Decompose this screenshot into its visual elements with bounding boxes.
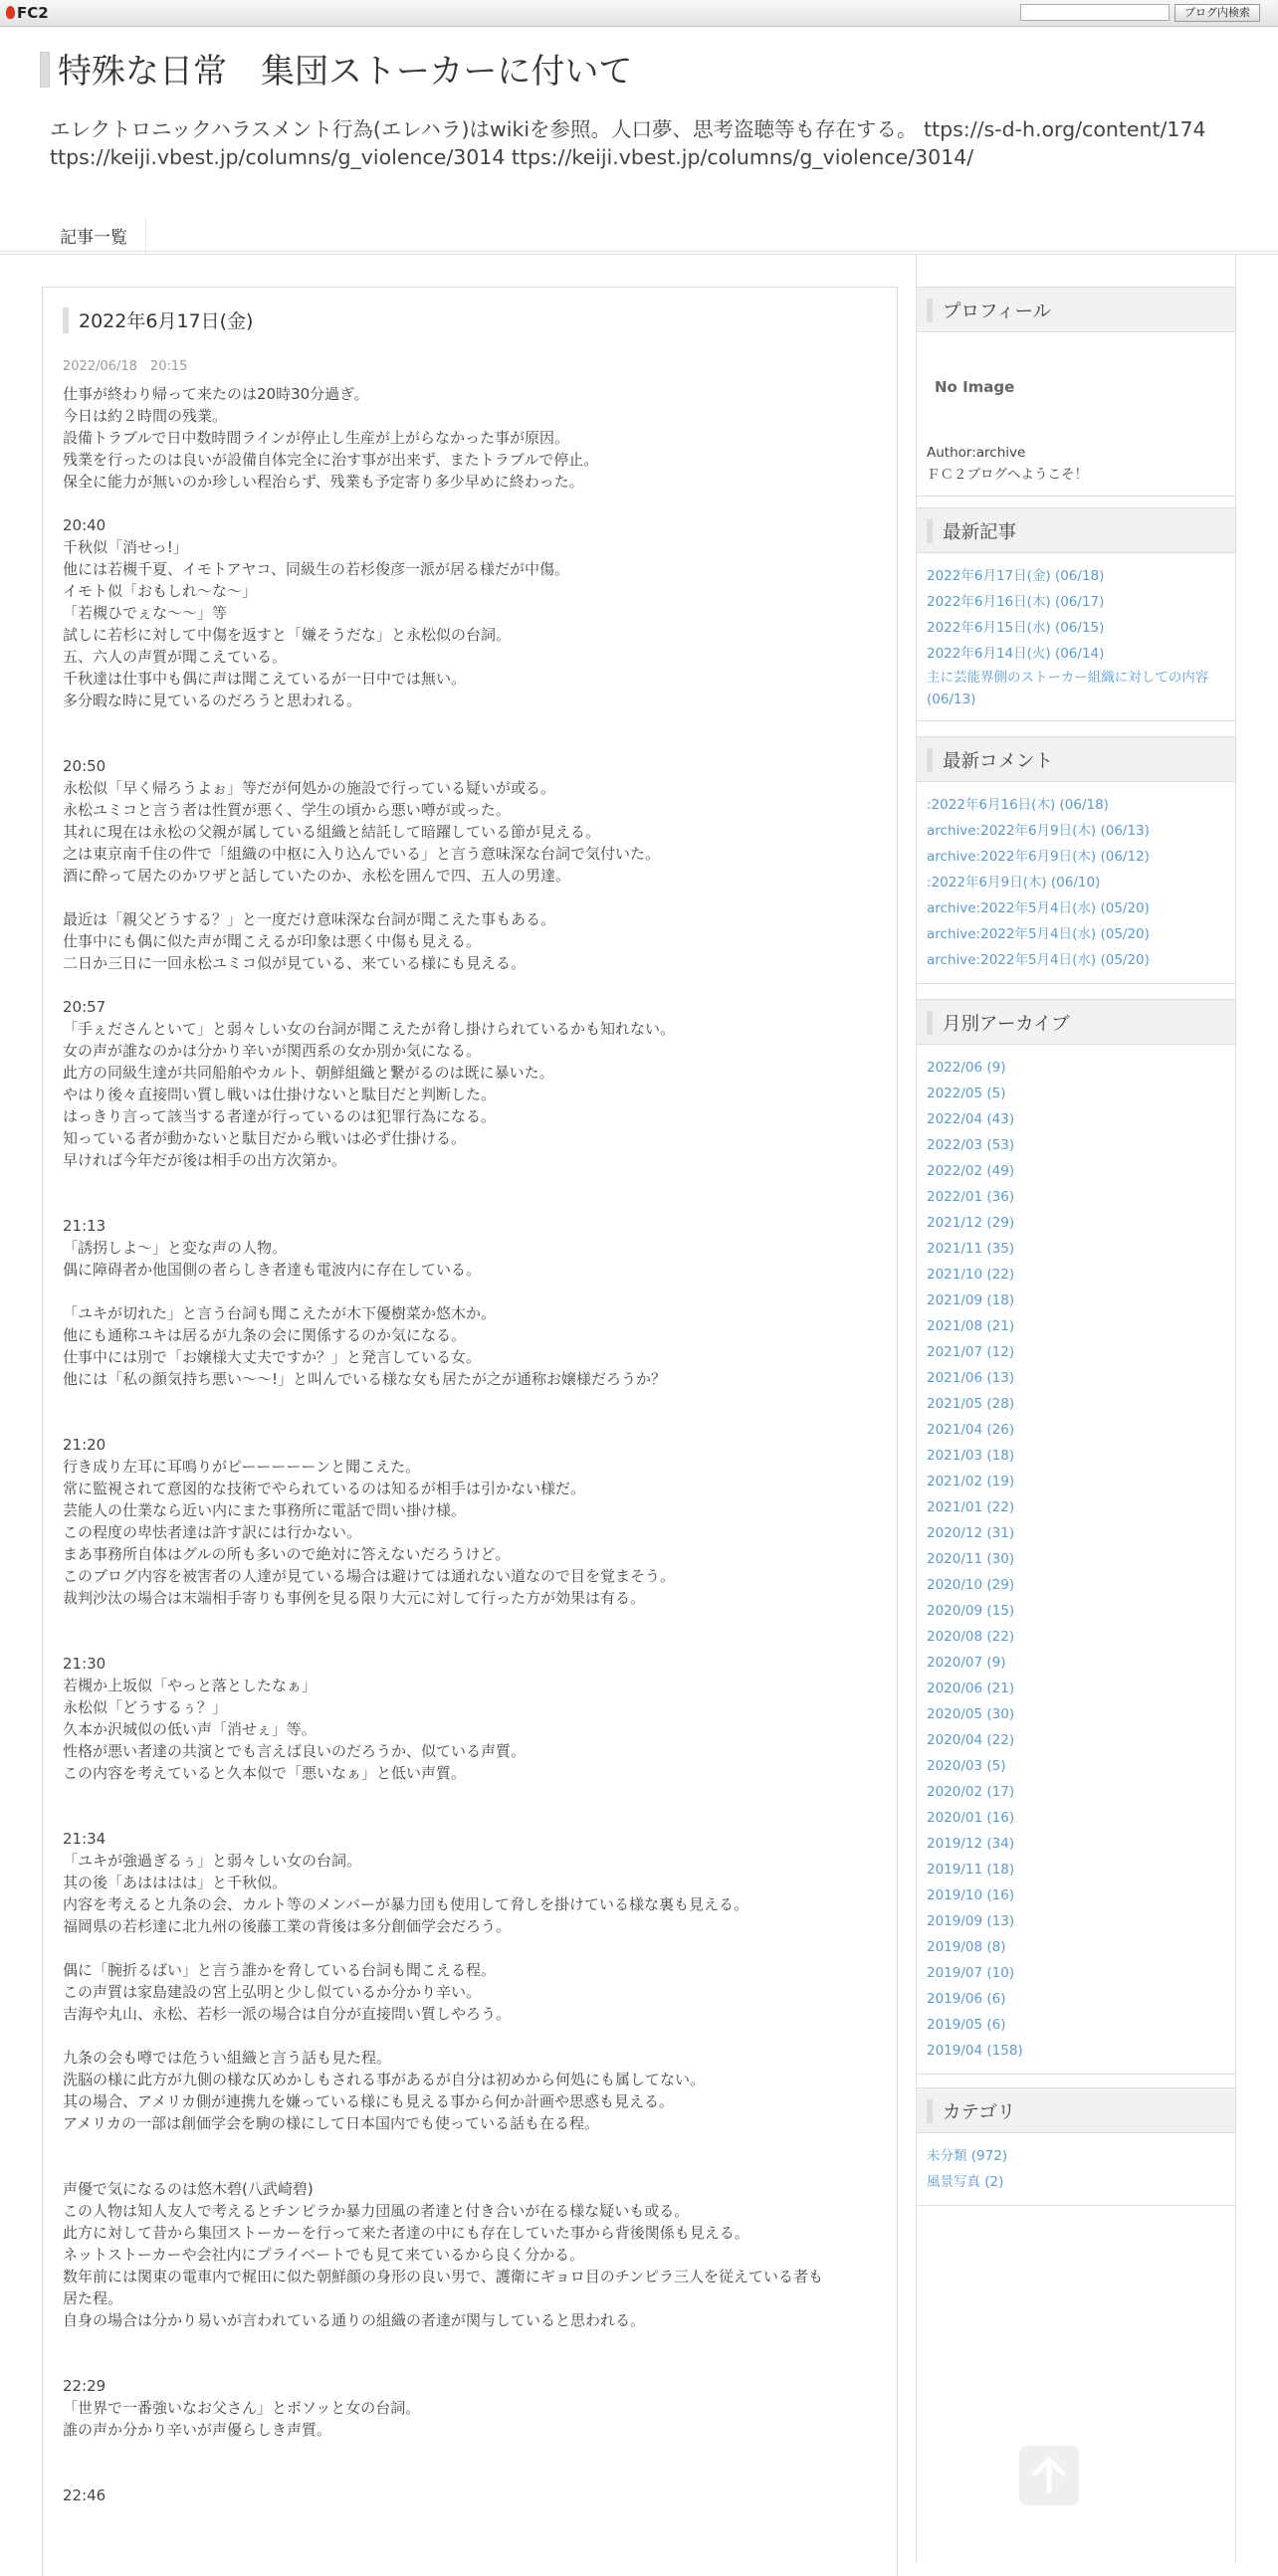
recent-posts-heading: 最新記事 — [917, 507, 1235, 553]
archive-month-link[interactable]: 2020/06 (21) — [927, 1681, 1015, 1696]
post-text-line: 此方の同級生達が共同船舶やカルト、朝鮮組織と繋がるのは既に暴いた。 — [63, 1064, 554, 1082]
post-text-line: 「世界で一番強いなお父さん」とボソッと女の台詞。 — [63, 2399, 421, 2417]
post-text-line: 偶に「腕折るばい」と言う誰かを脅している台詞も聞こえる程。 — [63, 1961, 497, 1979]
archive-month-link[interactable]: 2020/07 (9) — [927, 1655, 1006, 1671]
post-text-line: 20:50 — [63, 757, 106, 775]
post-text-line: 性格が悪い者達の共演とでも言えば良いのだろうか、似ている声質。 — [63, 1742, 527, 1760]
post-text-line: 洗脳の様に此方が九側の様な仄めかしもされる事があるが自分は初めから何処にも属してない。 — [63, 2071, 706, 2088]
global-nav — [0, 211, 1278, 255]
post-text-line: 永松似「どうするぅ？」 — [63, 1698, 228, 1716]
recent-comments-plugin — [917, 736, 1235, 984]
post-text-line: 千秋似「消せっ!」 — [63, 538, 188, 556]
archive-month-link[interactable]: 2021/03 (18) — [927, 1448, 1015, 1464]
archive-month-link[interactable]: 2019/07 (10) — [927, 1965, 1015, 1981]
archive-month-link[interactable]: 2022/01 (36) — [927, 1189, 1015, 1205]
recent-post-link[interactable]: 2022年6月15日(水) (06/15) — [927, 620, 1105, 636]
post-text-line: 福岡県の若杉達に北九州の後藤工業の背後は多分創価学会だろう。 — [63, 1917, 512, 1935]
post-text-line: 「手ぇださんといて」と弱々しい女の台詞が聞こえたが脅し掛けられているかも知れない。 — [63, 1020, 676, 1038]
archive-month-link[interactable]: 2020/03 (5) — [927, 1758, 1006, 1774]
blog-title[interactable]: 特殊な日常 集団ストーカーに付いて — [40, 50, 632, 94]
post-text-line: 21:30 — [63, 1655, 106, 1673]
post-text-line: 其れに現在は永松の父親が属している組織と結託して暗躍している節が見える。 — [63, 823, 601, 841]
archive-month-link[interactable]: 2020/01 (16) — [927, 1810, 1015, 1826]
post-text-line: 内容を考えると九条の会、カルト等のメンバーが暴力団も使用して脅しを掛けている様な裏も見える。 — [63, 1895, 748, 1913]
post-text-line: 最近は「親父どうする？」と一度だけ意味深な台詞が聞こえた事もある。 — [63, 910, 556, 928]
heading-bar — [927, 298, 933, 322]
post-text-line: 声優で気になるのは悠木碧(八武崎碧) — [63, 2180, 314, 2198]
paragraph-spacer — [63, 887, 889, 908]
post-text-line: イモト似「おもしれ～な～」 — [63, 582, 258, 600]
post-text-line: 吉海や丸山、永松、若杉一派の場合は自分が直接問い質しやろう。 — [63, 2005, 512, 2023]
archive-month-link[interactable]: 2021/11 (35) — [927, 1241, 1015, 1257]
archive-month-link[interactable]: 2019/06 (6) — [927, 1991, 1006, 2007]
post-text-line: 「ユキが強過ぎるぅ」と弱々しい女の台詞。 — [63, 1852, 362, 1870]
paragraph-spacer — [63, 2134, 889, 2178]
post-text-line: 今日は約２時間の残業。 — [63, 407, 228, 425]
fc2-logo-icon — [6, 6, 15, 19]
blog-search-button[interactable]: ブログ内検索 — [1174, 4, 1260, 22]
post-body — [63, 383, 889, 2506]
heading-bar — [927, 748, 933, 772]
recent-posts-plugin — [917, 507, 1235, 721]
recent-comment-link[interactable]: archive:2022年5月4日(水) (05/20) — [927, 952, 1150, 968]
arrow-up-icon — [1031, 2456, 1067, 2495]
recent-comments-heading: 最新コメント — [917, 736, 1235, 782]
post-text-line: この人物は知人友人で考えるとチンピラか暴力団風の者達と付き合いが在る様な疑いも或る。 — [63, 2202, 690, 2220]
archive-month-link[interactable]: 2021/02 (19) — [927, 1474, 1015, 1489]
post-text-line: やはり後々直接問い質し戦いは仕掛けないと駄目だと判断した。 — [63, 1086, 497, 1103]
blog-description: エレクトロニックハラスメント行為(エレハラ)はwikiを参照。人口夢、思考盗聴等も存在する。 ttps://s-d-h.org/content/174 ttps://keiji.vbest.jp/columns/g_violence/3014 ttps://keiji.vbest.jp/columns/g_violence/3014/ — [50, 117, 1206, 169]
profile-author: Author:archive — [927, 445, 1026, 461]
post-text-line: 20:40 — [63, 516, 106, 534]
heading-bar — [927, 1011, 933, 1035]
recent-post-link[interactable]: 2022年6月17日(金) (06/18) — [927, 568, 1105, 584]
category-link[interactable]: 風景写真 (2) — [927, 2174, 1004, 2190]
paragraph-spacer — [63, 1390, 889, 1434]
profile-greeting: ＦＣ２ブログへようこそ！ — [927, 467, 1088, 483]
fc2-toolbar — [0, 0, 1278, 27]
archive-month-link[interactable]: 2020/10 (29) — [927, 1577, 1015, 1593]
paragraph-spacer — [63, 1281, 889, 1302]
post-text-line: 居た程。 — [63, 2289, 123, 2307]
archive-month-link[interactable]: 2021/07 (12) — [927, 1344, 1015, 1360]
post-text-line: 他には「私の顔気持ち悪い～～!」と叫んでいる様な女も居たが之が通称お嬢様だろうか？ — [63, 1370, 667, 1388]
archive-month-link[interactable]: 2022/06 (9) — [927, 1060, 1006, 1076]
post-text-line: ネットストーカーや会社内にプライベートでも見て来ているから良く分かる。 — [63, 2246, 585, 2264]
heading-bar — [927, 519, 933, 543]
post-text-line: 仕事が終わり帰って来たのは20時30分過ぎ。 — [63, 385, 369, 403]
profile-plugin — [917, 287, 1235, 496]
archive-month-link[interactable]: 2019/09 (13) — [927, 1913, 1015, 1929]
post-text-line: この程度の卑怯者達は許す訳には行かない。 — [63, 1523, 362, 1541]
archive-month-link[interactable]: 2021/06 (13) — [927, 1370, 1015, 1386]
post-text-line: 芸能人の仕業なら近い内にまた事務所に電話で問い掛け様。 — [63, 1501, 467, 1519]
post-text-line: 裁判沙汰の場合は末端相手寄りも事例を見る限り大元に対して行った方が効果は有る。 — [63, 1589, 646, 1607]
post-text-line: 数年前には関東の電車内で梶田に似た朝鮮顔の身形の良い男で、護衛にギョロ目のチンピラ三人を従えている者も — [63, 2268, 823, 2285]
profile-heading: プロフィール — [917, 287, 1235, 332]
recent-comment-link[interactable]: :2022年6月16日(木) (06/18) — [927, 797, 1109, 813]
post-text-line: 之は東京南千住の件で「組織の中枢に入り込んでいる」と言う意味深な台詞で気付いた。 — [63, 845, 661, 863]
paragraph-spacer — [63, 1784, 889, 1828]
post-text-line: 永松似「早く帰ろうよぉ」等だが何処かの施設で行っている疑いが或る。 — [63, 779, 556, 797]
archive-month-link[interactable]: 2019/12 (34) — [927, 1836, 1015, 1852]
post-text-line: 22:46 — [63, 2486, 106, 2504]
post-text-line: 他には若槻千夏、イモトアヤコ、同級生の若杉俊彦一派が居る様だが中傷。 — [63, 560, 569, 578]
post-text-line: 偶に障碍者か他国側の者らしき者達も電波内に存在している。 — [63, 1261, 482, 1279]
categories-heading: カテゴリ — [917, 2087, 1235, 2133]
post-text-line: まあ事務所自体はグルの所も多いので絶対に答えないだろうけど。 — [63, 1545, 511, 1563]
title-bar-decoration — [40, 52, 50, 88]
post-text-line: 多分暇な時に見ているのだろうと思われる。 — [63, 692, 362, 709]
paragraph-spacer — [63, 2025, 889, 2047]
post-text-line: 千秋達は仕事中も偶に声は聞こえているが一日中では無い。 — [63, 670, 467, 688]
archive-month-link[interactable]: 2020/11 (30) — [927, 1551, 1015, 1567]
post-text-line: 保全に能力が無いのか珍しい程治らず、残業も予定寄り多少早めに終わった。 — [63, 473, 584, 491]
archive-month-link[interactable]: 2020/08 (22) — [927, 1629, 1015, 1645]
recent-comment-link[interactable]: archive:2022年5月4日(水) (05/20) — [927, 926, 1150, 942]
archive-month-link[interactable]: 2022/03 (53) — [927, 1137, 1015, 1153]
post-text-line: 自身の場合は分かり易いが言われている通りの組織の者達が関与していると思われる。 — [63, 2311, 646, 2329]
post-text-line: 残業を行ったのは良いが設備自体完全に治す事が出来ず、またトラブルで停止。 — [63, 451, 599, 469]
post-text-line: 常に監視されて意図的な技術でやられているのは知るが相手は引かない様だ。 — [63, 1480, 586, 1497]
post-text-line: 五、六人の声質が聞こえている。 — [63, 648, 288, 666]
post-text-line: 設備トラブルで日中数時間ラインが停止し生産が上がらなかった事が原因。 — [63, 429, 569, 447]
archives-plugin — [917, 999, 1235, 2075]
archive-month-link[interactable]: 2020/09 (15) — [927, 1603, 1015, 1619]
post-text-line: 21:34 — [63, 1830, 106, 1848]
recent-comment-link[interactable]: :2022年6月9日(木) (06/10) — [927, 875, 1101, 891]
profile-avatar-placeholder: No Image — [935, 378, 1015, 396]
post-text-line: 仕事中には別で「お嬢様大丈夫ですか？」と発言している女。 — [63, 1348, 482, 1366]
recent-post-link[interactable]: 主に芸能界側のストーカー組織に対しての内容 (06/13) — [927, 670, 1209, 707]
recent-post-link[interactable]: 2022年6月16日(木) (06/17) — [927, 594, 1105, 610]
scroll-to-top-button[interactable] — [1019, 2446, 1079, 2505]
post-text-line: 「ユキが切れた」と言う台詞も聞こえたが木下優樹菜か悠木か。 — [63, 1304, 497, 1322]
post-text-line: 其の後「あはははは」と千秋似。 — [63, 1874, 288, 1891]
post-text-line: 誰の声か分かり辛いが声優らしき声質。 — [63, 2421, 332, 2439]
post-title-bar — [63, 307, 69, 333]
category-link[interactable]: 未分類 (972) — [927, 2148, 1008, 2164]
post-text-line: 其の場合、アメリカ側が連携九を嫌っている様にも見える事から何か計画や思惑も見える。 — [63, 2092, 674, 2110]
archive-month-link[interactable]: 2019/05 (6) — [927, 2017, 1006, 2033]
archive-month-link[interactable]: 2019/10 (16) — [927, 1887, 1015, 1903]
paragraph-spacer — [63, 711, 889, 755]
post-text-line: 二日か三日に一回永松ユミコ似が見ている、来ている様にも見える。 — [63, 954, 527, 972]
post-text-line: はっきり言って該当する者達が行っているのは犯罪行為になる。 — [63, 1107, 497, 1125]
post-text-line: 試しに若杉に対して中傷を返すと「嫌そうだな」と永松似の台詞。 — [63, 626, 512, 644]
archive-month-link[interactable]: 2022/02 (49) — [927, 1163, 1015, 1179]
blog-search-input[interactable] — [1020, 4, 1170, 21]
post-title[interactable]: 2022年6月17日(金) — [63, 307, 253, 335]
fc2-logo[interactable]: FC2 — [6, 4, 49, 22]
archive-month-link[interactable]: 2021/05 (28) — [927, 1396, 1015, 1412]
post-text-line: 此方に対して昔から集団ストーカーを行って来た者達の中にも存在していた事から背後関係も見える。 — [63, 2224, 749, 2242]
post-text-line: この内容を考えていると久本似で「悪いなぁ」と低い声質。 — [63, 1764, 467, 1782]
post-text-line: 知っている者が動かないと駄目だから戦いは必ず仕掛ける。 — [63, 1129, 467, 1147]
archive-month-link[interactable]: 2019/04 (158) — [927, 2043, 1023, 2059]
post-text-line: 久本か沢城似の低い声「消せぇ」等。 — [63, 1720, 317, 1738]
post-text-line: 22:29 — [63, 2377, 106, 2395]
archive-month-link[interactable]: 2019/11 (18) — [927, 1862, 1015, 1878]
post-date: 2022/06/18 20:15 — [63, 359, 188, 374]
archive-month-link[interactable]: 2021/12 (29) — [927, 1215, 1015, 1231]
post-text-line: 九条の会も噂では危うい組織と言う話も見た程。 — [63, 2049, 392, 2067]
nav-item-article-list[interactable]: 記事一覧 — [42, 217, 146, 254]
archives-heading: 月別アーカイブ — [917, 999, 1235, 1045]
archive-month-link[interactable]: 2020/05 (30) — [927, 1706, 1015, 1722]
heading-bar — [927, 2099, 933, 2123]
post-text-line: アメリカの一部は創価学会を駒の様にして日本国内でも使っている話も在る程。 — [63, 2114, 599, 2132]
post-text-line: このブログ内容を被害者の人達が見ている場合は避けては通れない道なので目を覚まそう。 — [63, 1567, 676, 1585]
paragraph-spacer — [63, 493, 889, 514]
post-text-line: 女の声が誰なのかは分かり辛いが関西系の女か別か気になる。 — [63, 1042, 482, 1060]
post-text-line: 行き成り左耳に耳鳴りがピーーーーーンと聞こえた。 — [63, 1458, 421, 1476]
recent-comment-link[interactable]: archive:2022年5月4日(水) (05/20) — [927, 900, 1150, 916]
post-text-line: 酒に酔って居たのかワザと話していたのか、永松を囲んで四、五人の男達。 — [63, 867, 571, 885]
archive-month-link[interactable]: 2020/02 (17) — [927, 1784, 1015, 1800]
post-text-line: 仕事中にも偶に似た声が聞こえるが印象は悪く中傷も見える。 — [63, 932, 482, 950]
post-text-line: 早ければ今年だが後は相手の出方次第か。 — [63, 1151, 347, 1169]
post-text-line: 21:20 — [63, 1436, 106, 1454]
post-text-line: この声質は家島建設の宮上弘明と少し似ているか分かり辛い。 — [63, 1983, 482, 2001]
recent-comment-link[interactable]: archive:2022年6月9日(木) (06/13) — [927, 823, 1150, 839]
archive-month-link[interactable]: 2021/09 (18) — [927, 1292, 1015, 1308]
categories-plugin — [917, 2087, 1235, 2206]
main-content — [42, 287, 898, 2576]
post-text-line: 「誘拐しよ～」と変な声の人物。 — [63, 1239, 288, 1257]
post-text-line: 他にも通称ユキは居るが九条の会に関係するのか気になる。 — [63, 1326, 467, 1344]
post-text-line: 永松ユミコと言う者は性質が悪く、学生の頃から悪い噂が或った。 — [63, 801, 511, 819]
paragraph-spacer — [63, 1609, 889, 1653]
recent-comment-link[interactable]: archive:2022年6月9日(木) (06/12) — [927, 849, 1150, 865]
paragraph-spacer — [63, 1937, 889, 1959]
archive-month-link[interactable]: 2020/04 (22) — [927, 1732, 1015, 1748]
post-text-line: 21:13 — [63, 1217, 106, 1235]
archive-month-link[interactable]: 2021/01 (22) — [927, 1499, 1015, 1515]
sidebar — [916, 255, 1236, 2563]
archive-month-link[interactable]: 2022/05 (5) — [927, 1086, 1006, 1101]
archive-month-link[interactable]: 2020/12 (31) — [927, 1525, 1015, 1541]
paragraph-spacer — [63, 1171, 889, 1215]
post-text-line: 「若槻ひでぇな～～」等 — [63, 604, 228, 622]
paragraph-spacer — [63, 974, 889, 996]
post-text-line: 若槻か上坂似「やっと落としたなぁ」 — [63, 1677, 318, 1694]
archive-month-link[interactable]: 2019/08 (8) — [927, 1939, 1006, 1955]
recent-post-link[interactable]: 2022年6月14日(火) (06/14) — [927, 646, 1105, 662]
paragraph-spacer — [63, 2441, 889, 2484]
post-text-line: 20:57 — [63, 998, 106, 1016]
archive-month-link[interactable]: 2021/04 (26) — [927, 1422, 1015, 1438]
archive-month-link[interactable]: 2021/08 (21) — [927, 1318, 1015, 1334]
archive-month-link[interactable]: 2022/04 (43) — [927, 1111, 1015, 1127]
archive-month-link[interactable]: 2021/10 (22) — [927, 1267, 1015, 1283]
paragraph-spacer — [63, 2331, 889, 2375]
